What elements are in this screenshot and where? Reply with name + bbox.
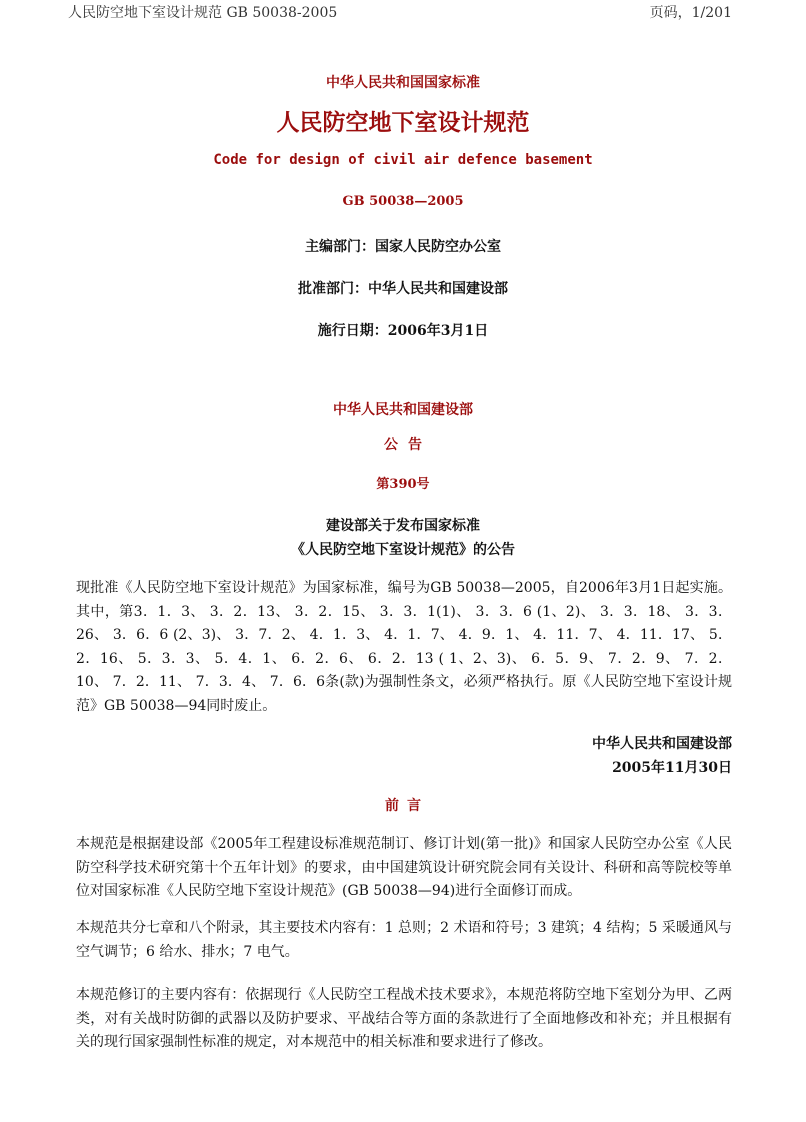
foreword-paragraph: 本规范共分七章和八个附录，其主要技术内容有：1 总则；2 术语和符号；3 建筑；4 结构；5 采暖通风与空气调节；6 给水、排水；7 电气。 [76,920,732,960]
signature-date: 2005年11月30日 [612,760,732,776]
announcement-heading-line1: 建设部关于发布国家标准 [326,518,480,534]
signature-organization: 中华人民共和国建设部 [592,736,732,752]
announcement-number: 第390号 [376,477,430,492]
running-header-title: 人民防空地下室设计规范 GB 50038-2005 [68,5,338,21]
standard-label: 中华人民共和国国家标准 [326,75,480,91]
approval-department: 批准部门：中华人民共和国建设部 [298,281,508,297]
standard-code: GB 50038—2005 [342,194,464,209]
document-title: 人民防空地下室设计规范 [276,109,530,136]
announcement-label: 公告 [384,437,432,453]
announcement-issuer: 中华人民共和国建设部 [333,402,473,418]
editor-department: 主编部门：国家人民防空办公室 [305,239,501,255]
effective-date: 施行日期：2006年3月1日 [317,323,489,339]
page-number: 页码，1/201 [649,5,732,21]
english-title: Code for design of civil air defence basement [213,152,593,168]
foreword-title: 前言 [385,798,429,814]
foreword-paragraph: 本规范是根据建设部《2005年工程建设标准规范制订、修订计划(第一批)》和国家人民防空办公室《人民防空科学技术研究第十个五年计划》的要求，由中国建筑设计研究院会同有关设计、科研和高等院校等单位对国家标准《人民防空地下室设计规范》(GB 50038—94)进行全面修订而成。 [76,836,732,899]
announcement-heading-line2: 《人民防空地下室设计规范》的公告 [291,542,515,558]
announcement-body: 现批准《人民防空地下室设计规范》为国家标准，编号为GB 50038—2005，自2006年3月1日起实施。其中，第3．1．3、 3．2．13、 3．2．15、 3．3．1(1)、 3．3．6 (1、2)、 3．3．18、 3．3．26、 3．6．6 (2、3)、 3．7．2、 4．1．3、 4．1．7、 4．9．1、 4．11．7、 4．11．17、 5．2．16、 5．3．3、 5．4．1、 6．2．6、 6．2．13 ( 1、2、3)、 6．5．9、 7．2．9、 7．2．10、 7．2．11、 7．3．4、 7．6．6条(款)为强制性条文，必须严格执行。原《人民防空地下室设计规范》GB 50038—94同时废止。 [76,580,732,714]
foreword-paragraph: 本规范修订的主要内容有：依据现行《人民防空工程战术技术要求》，本规范将防空地下室划分为甲、乙两类，对有关战时防御的武器以及防护要求、平战结合等方面的条款进行了全面地修改和补充；并且根据有关的现行国家强制性标准的规定，对本规范中的相关标准和要求进行了修改。 [76,987,732,1050]
running-header [0,0,806,24]
